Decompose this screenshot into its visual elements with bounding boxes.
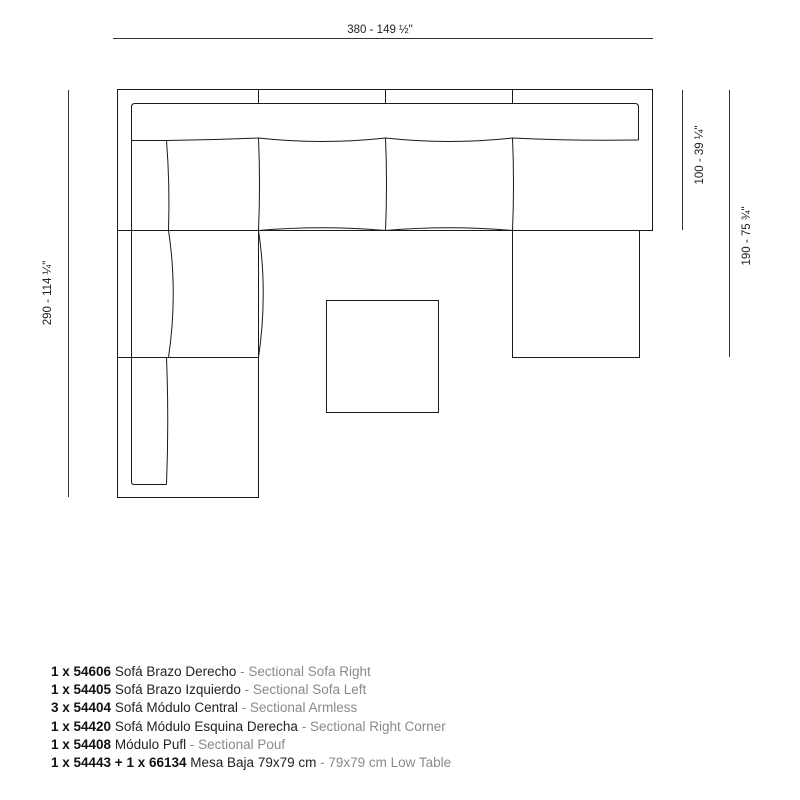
- legend-item: [51, 699, 751, 717]
- module-code: 1 x 54443 + 1 x 66134: [51, 755, 187, 771]
- module-name-en: Sectional Right Corner: [309, 718, 446, 734]
- seat-cushion-corner: [259, 231, 264, 358]
- module-code: 1 x 54420: [51, 718, 112, 734]
- module-code: 1 x 54405: [51, 682, 112, 698]
- module-separator: -: [316, 755, 329, 771]
- legend-item: [51, 663, 751, 681]
- legend-item: [51, 736, 751, 754]
- chaise-depth-label: 190 - 75 ¾": [741, 206, 753, 266]
- module-name-en: 79x79 cm Low Table: [328, 755, 452, 771]
- seat-depth-label: 100 - 39 ¼": [694, 125, 706, 185]
- module-name-es: Sofá Brazo Izquierdo: [114, 682, 241, 698]
- module-name-en: Sectional Sofa Left: [252, 682, 367, 698]
- low-table: [327, 301, 439, 413]
- module-separator: -: [240, 682, 253, 698]
- module-separator: -: [237, 700, 250, 716]
- module-separator: -: [186, 736, 199, 752]
- module-separator: -: [297, 718, 310, 734]
- module-name-es: Sofá Brazo Derecho: [114, 664, 237, 679]
- module-name-es: Sofá Módulo Esquina Derecha: [114, 718, 298, 734]
- depth-label: 290 - 114 ¼": [42, 260, 54, 326]
- legend-item: [51, 681, 751, 699]
- seat-cushion-left: [167, 141, 169, 231]
- module-name-es: Módulo Pufl: [114, 736, 187, 752]
- left-back-cushion: [132, 140, 167, 485]
- module-name-en: Sectional Pouf: [198, 736, 286, 752]
- module-name-en: Sectional Sofa Right: [248, 664, 371, 679]
- legend-item: [51, 718, 751, 736]
- module-name-es: Sofá Módulo Central: [114, 700, 238, 716]
- module-code: 3 x 54404: [51, 700, 112, 716]
- module-name-en: Sectional Armless: [249, 700, 358, 716]
- seat-cushion-corner: [169, 231, 174, 358]
- module-code: 1 x 54606: [51, 664, 112, 679]
- module-legend: [51, 663, 751, 772]
- seat-back-edge: [259, 138, 639, 142]
- module-separator: -: [236, 664, 249, 679]
- seat-cushion-central: [386, 138, 514, 231]
- back-cushion-row: [132, 104, 639, 141]
- width-label: 380 - 149 ½": [347, 24, 413, 36]
- module-name-es: Mesa Baja 79x79 cm: [190, 755, 317, 771]
- seat-cushion-central: [259, 138, 387, 231]
- legend-item: [51, 754, 751, 772]
- module-code: 1 x 54408: [51, 736, 112, 752]
- seat-back-edge: [132, 138, 259, 141]
- seat-cushion-left: [167, 358, 168, 485]
- sofa-outline: [118, 90, 653, 498]
